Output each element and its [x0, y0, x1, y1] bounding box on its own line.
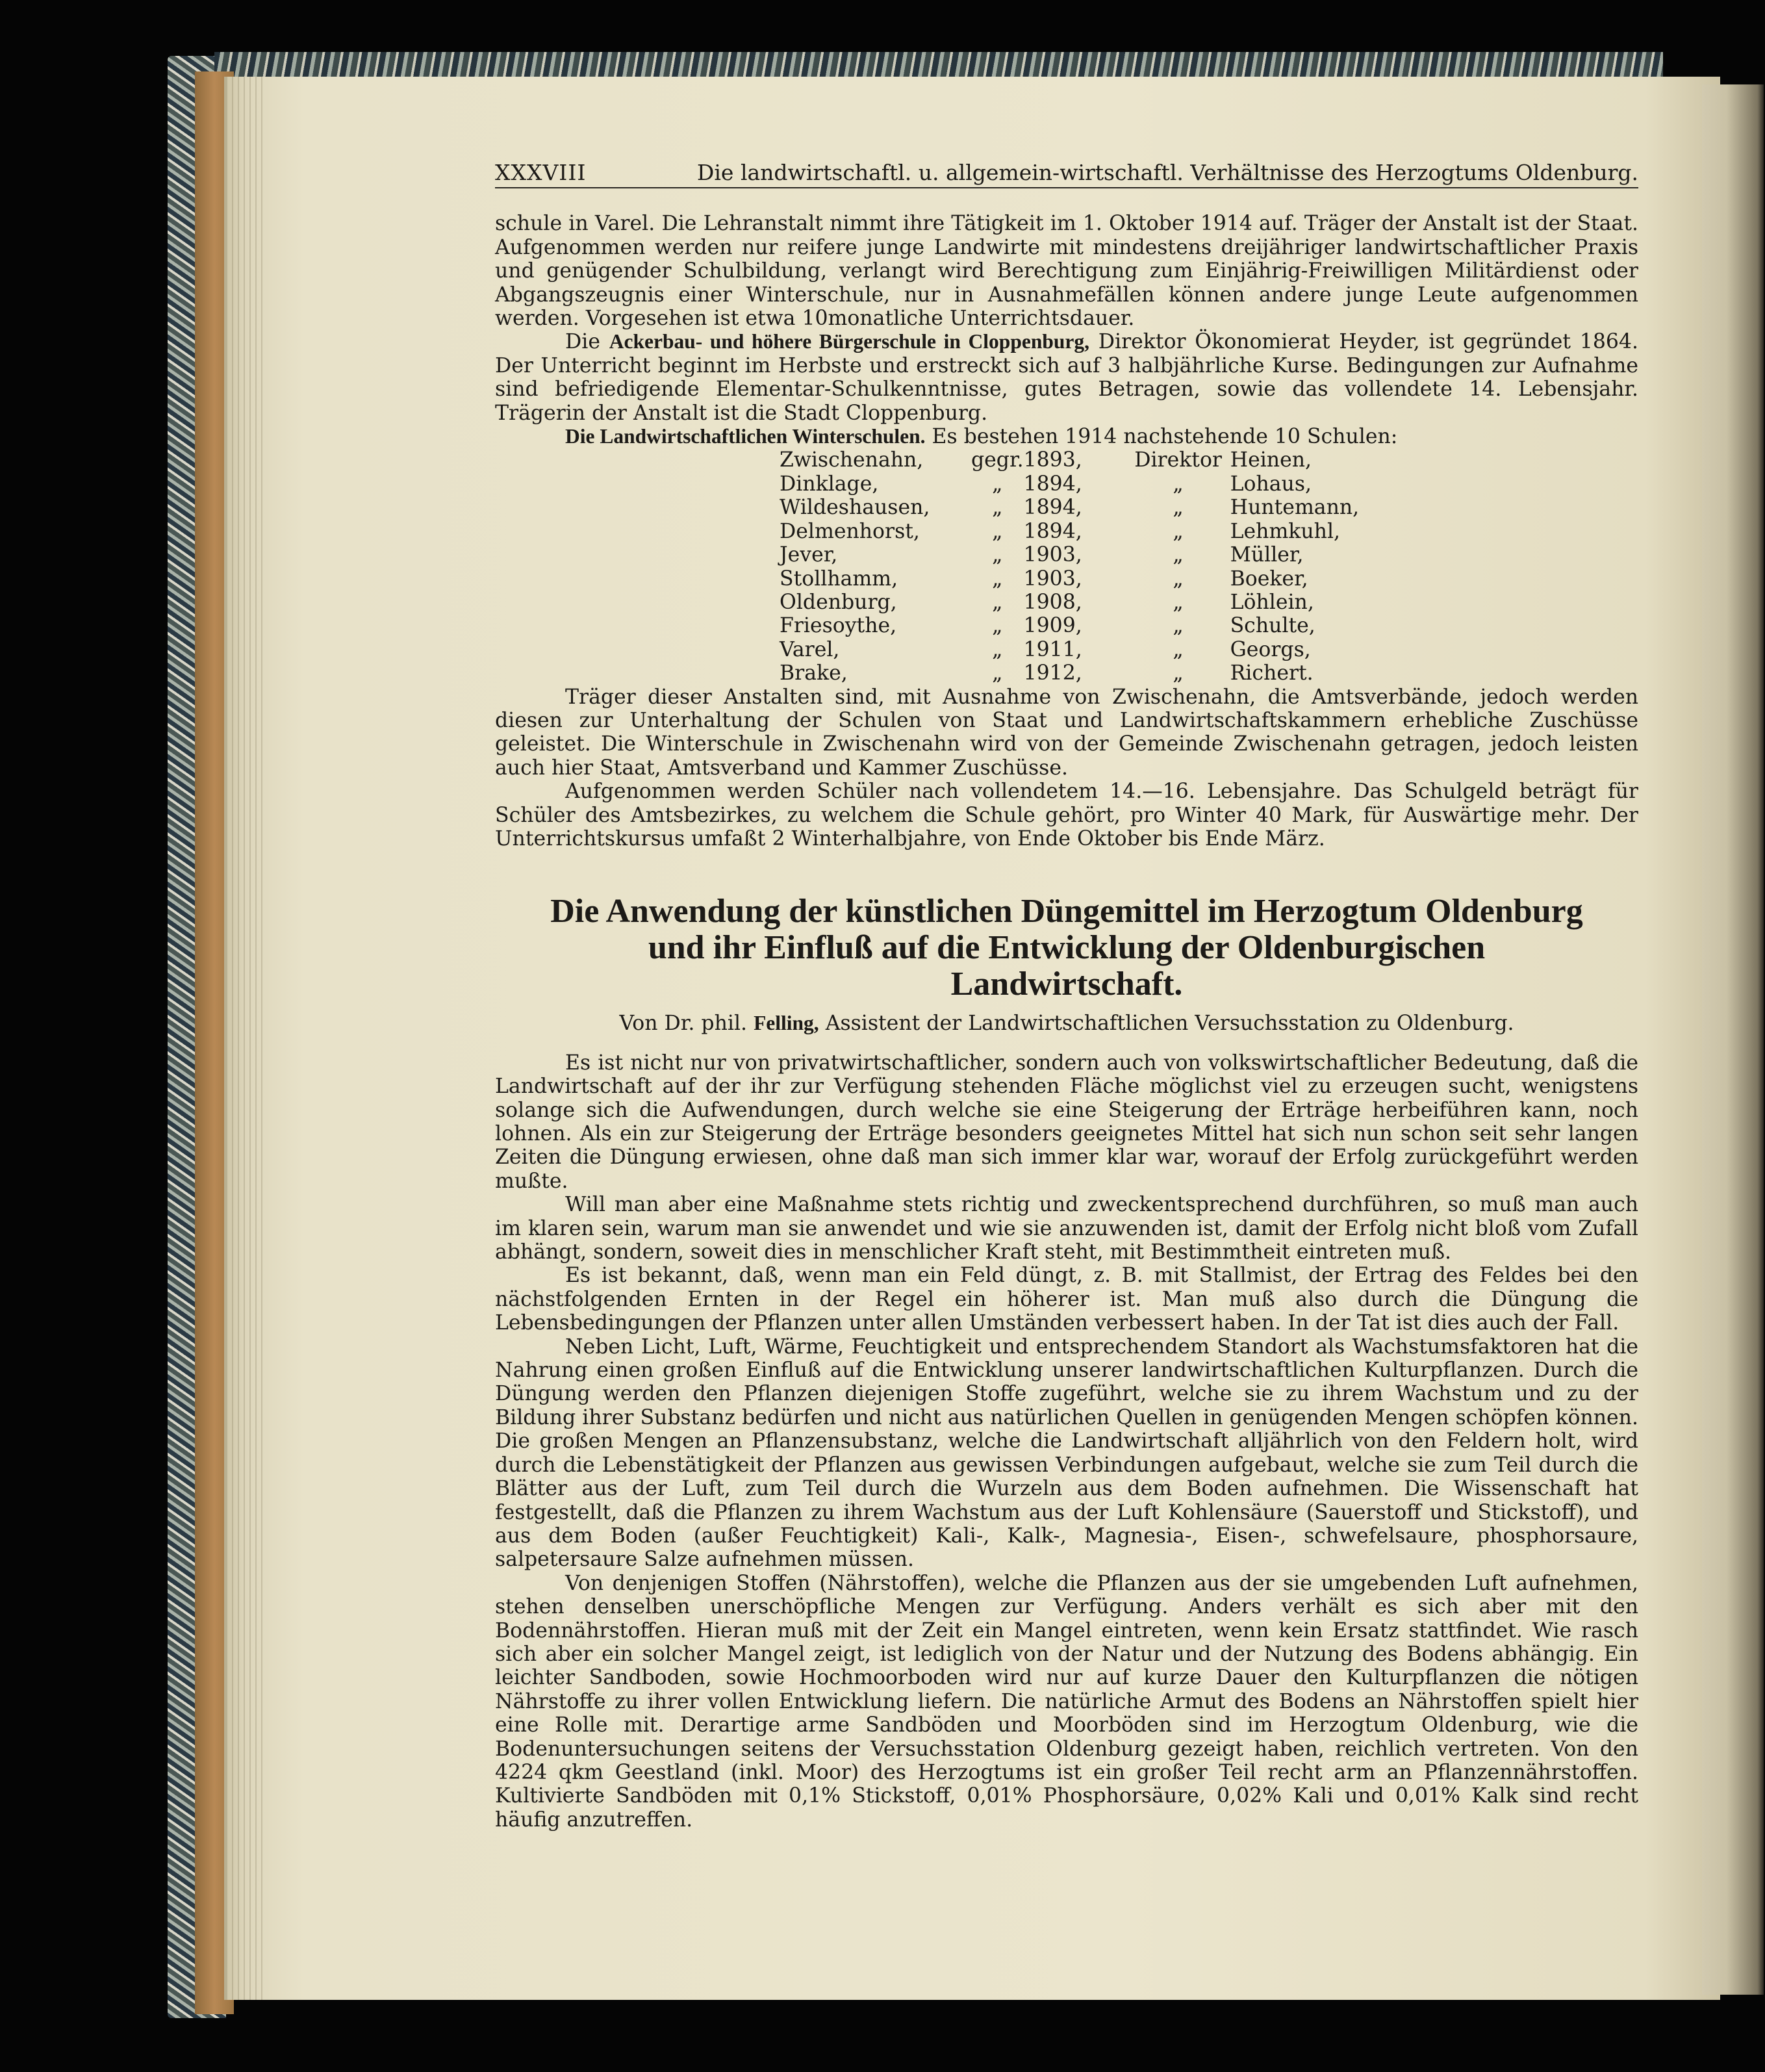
- para-bold-title: Ackerbau- und höhere Bürgerschule in Cloppenburg,: [609, 330, 1089, 353]
- school-title: Direktor: [1134, 448, 1222, 472]
- paragraph-traeger: Träger dieser Anstalten sind, mit Ausnahme von Zwischenahn, die Amtsverbände, jedoch werden diesen zur Unterhaltung der Schulen von Staat und Landwirtschaftskammern erhebliche Zuschüsse geleistet. Die Winterschule in Zwischenahn wird von der Gemeinde Zwischenahn getragen, jedoch leisten auch hier Staat, Amtsverband und Kammer Zuschüsse.: [495, 685, 1638, 780]
- author-affiliation: Assistent der Landwirtschaftlichen Versuchsstation zu Oldenburg.: [825, 1012, 1514, 1036]
- page-stack-right: [1702, 84, 1764, 1995]
- author-name: Felling,: [754, 1012, 819, 1035]
- school-name: Schulte,: [1230, 614, 1315, 638]
- school-mark: „: [992, 614, 1003, 638]
- school-place: Oldenburg,: [780, 590, 897, 614]
- article-title: [495, 893, 1638, 1003]
- school-place: Varel,: [780, 637, 840, 661]
- article-title-line: Landwirtschaft.: [950, 966, 1183, 1003]
- article-paragraph: Will man aber eine Maßnahme stets richtig und zweckentsprechend durchführen, so muß man auch im klaren sein, warum man sie anwendet und wie sie anzuwenden ist, damit der Erfolg nicht bloß vom Zufall abhängt, sondern, soweit dies in menschlicher Kraft steht, mit Bestimmtheit eintreten muß.: [495, 1193, 1638, 1264]
- article-body: [495, 1051, 1638, 1832]
- school-year: 1909,: [1023, 614, 1082, 638]
- school-mark: „: [992, 543, 1003, 567]
- school-place: Delmenhorst,: [780, 519, 920, 543]
- school-row: [780, 448, 1359, 472]
- school-title: „: [1173, 661, 1184, 685]
- running-header: [495, 161, 1638, 188]
- school-row: [780, 638, 1359, 661]
- article-paragraph: Neben Licht, Luft, Wärme, Feuchtigkeit und entsprechendem Standort als Wachstumsfaktoren hat die Nahrung einen großen Einfluß auf die Entwicklung unserer landwirtschaftlichen Kulturpflanzen. Durch die Düngung werden den Pflanzen diejenigen Stoffe zugeführt, welche sie zu ihrem Wachstum und zu der Bildung ihrer Substanz bedürfen und nicht aus natürlichen Quellen in genügenden Mengen schöpfen können. Die großen Mengen an Pflanzensubstanz, welche die Landwirtschaft alljährlich von den Feldern holt, wird durch die Lebenstätigkeit der Pflanzen aus gewissen Verbindungen aufgebaut, welche sie zum Teil durch die Blätter aus der Luft, zum Teil durch die Wurzeln aus dem Boden aufnehmen. Die Wissenschaft hat festgestellt, daß die Pflanzen zu ihrem Wachstum aus der Luft Kohlensäure (Sauerstoff und Stickstoff), und aus dem Boden (außer Feuchtigkeit) Kali-, Kalk-, Magnesia-, Eisen-, schwefelsaure, phosphorsaure, salpetersaure Salze aufnehmen müssen.: [495, 1335, 1638, 1572]
- school-place: Friesoythe,: [780, 614, 897, 638]
- school-mark: „: [992, 637, 1003, 661]
- school-year: 1894,: [1023, 496, 1082, 520]
- school-year: 1893,: [1023, 448, 1082, 472]
- paragraph-cloppenburg: [495, 330, 1638, 425]
- school-title: „: [1173, 519, 1184, 543]
- article-paragraph: Es ist bekannt, daß, wenn man ein Feld düngt, z. B. mit Stallmist, der Ertrag des Feldes bei den nächstfolgenden Ernten in der Regel ein höherer ist. Man muß also durch die Düngung die Lebensbedingungen der Pflanzen unter allen Umständen verbessert haben. In der Tat ist dies auch der Fall.: [495, 1264, 1638, 1335]
- author-prefix: Von Dr. phil.: [619, 1012, 748, 1036]
- school-title: „: [1173, 614, 1184, 638]
- school-place: Brake,: [780, 661, 848, 685]
- school-title: „: [1173, 543, 1184, 567]
- paragraph-aufnahme: Aufgenommen werden Schüler nach vollendetem 14.—16. Lebensjahre. Das Schulgeld beträgt für Schüler des Amtsbezirkes, zu welchem die Schule gehört, pro Winter 40 Mark, für Auswärtige mehr. Der Unterrichtskursus umfaßt 2 Winterhalbjahre, von Ende Oktober bis Ende März.: [495, 780, 1638, 851]
- school-row: [780, 520, 1359, 543]
- school-name: Richert.: [1230, 661, 1314, 685]
- para-rest: Es bestehen 1914 nachstehende 10 Schulen:: [932, 425, 1398, 449]
- school-name: Lehmkuhl,: [1230, 519, 1341, 543]
- page-number: XXXVIII: [495, 160, 587, 185]
- school-mark: „: [992, 661, 1003, 685]
- article-paragraph: Von denjenigen Stoffen (Nährstoffen), welche die Pflanzen aus der sie umgebenden Luft aufnehmen, stehen denselben unerschöpfliche Mengen zur Verfügung. Anders verhält es sich aber mit den Bodennährstoffen. Hieran muß mit der Zeit ein Mangel eintreten, wenn kein Ersatz stattfindet. Wie rasch sich aber ein solcher Mangel zeigt, ist lediglich von der Natur und der Nutzung des Bodens abhängig. Ein leichter Sandboden, sowie Hochmoorboden wird nur auf kurze Dauer den Kulturpflanzen die nötigen Nährstoffe zu ihrer vollen Entwicklung liefern. Die natürliche Armut des Bodens an Nährstoffen spielt hier eine Rolle mit. Derartige arme Sandböden und Moorböden sind im Herzogtum Oldenburg, wie die Bodenuntersuchungen seitens der Versuchsstation Oldenburg gezeigt haben, reichlich vertreten. Von den 4224 qkm Geestland (inkl. Moor) des Herzogtums ist ein großer Teil recht arm an Pflanzennährstoffen. Kultivierte Sandböden mit 0,1% Stickstoff, 0,01% Phosphorsäure, 0,02% Kali und 0,01% Kalk sind recht häufig anzutreffen.: [495, 1571, 1638, 1832]
- school-title: „: [1173, 637, 1184, 661]
- school-name: Heinen,: [1230, 448, 1312, 472]
- school-title: „: [1173, 472, 1184, 496]
- school-year: 1903,: [1023, 543, 1082, 567]
- school-row: [780, 567, 1359, 591]
- school-title: „: [1173, 496, 1184, 520]
- school-year: 1894,: [1023, 472, 1082, 496]
- school-mark: „: [992, 519, 1003, 543]
- para-rest: Direktor Ökonomierat Heyder, ist gegründet 1864. Der Unterricht beginnt im Herbste und erstreckt sich auf 3 halbjährliche Kurse. Bedingungen zur Aufnahme sind befriedigende Elementar-Schulkenntnisse, gutes Betragen, sowie das vollendete 14. Lebensjahr. Trägerin der Anstalt ist die Stadt Cloppenburg.: [495, 330, 1639, 425]
- school-place: Wildeshausen,: [780, 496, 930, 520]
- school-name: Müller,: [1230, 543, 1304, 567]
- school-row: [780, 614, 1359, 637]
- school-mark: „: [992, 590, 1003, 614]
- article-title-line: Die Anwendung der künstlichen Düngemittel im Herzogtum Oldenburg: [550, 893, 1583, 930]
- school-year: 1908,: [1023, 590, 1082, 614]
- school-row: [780, 591, 1359, 614]
- school-name: Lohaus,: [1230, 472, 1312, 496]
- school-mark: gegr.: [971, 448, 1024, 472]
- school-title: „: [1173, 590, 1184, 614]
- para-lead: Die: [565, 330, 600, 354]
- school-row: [780, 496, 1359, 519]
- article-title-line: und ihr Einfluß auf die Entwicklung der Oldenburgischen: [648, 929, 1486, 967]
- school-place: Zwischenahn,: [780, 448, 924, 472]
- schools-table: [780, 448, 1359, 685]
- paragraph-winterschulen: [495, 425, 1638, 448]
- article-paragraph: Es ist nicht nur von privatwirtschaftlicher, sondern auch von volkswirtschaftlicher Bedeutung, daß die Landwirtschaft auf der ihr zur Verfügung stehenden Fläche möglichst viel zu erzeugen sucht, wenigstens solange sich die Aufwendungen, durch welche sie eine Steigerung der Erträge herbeiführen kann, noch lohnen. Als ein zur Steigerung der Erträge besonders geeignetes Mittel hat sich nun schon seit sehr langen Zeiten die Düngung erwiesen, ohne daß man sich immer klar war, worauf der Erfolg zurückgeführt werden mußte.: [495, 1051, 1638, 1193]
- school-year: 1911,: [1023, 637, 1082, 661]
- school-mark: „: [992, 567, 1003, 591]
- section-bold-title: Die Landwirtschaftlichen Winterschulen.: [565, 425, 926, 448]
- school-year: 1903,: [1023, 567, 1082, 591]
- school-name: Georgs,: [1230, 637, 1311, 661]
- school-row: [780, 543, 1359, 567]
- school-title: „: [1173, 567, 1184, 591]
- school-row: [780, 472, 1359, 496]
- school-name: Boeker,: [1230, 567, 1308, 591]
- school-mark: „: [992, 496, 1003, 520]
- page-content: [495, 161, 1638, 1832]
- article-author-line: [495, 1012, 1638, 1035]
- paragraph-varel-school: schule in Varel. Die Lehranstalt nimmt ihre Tätigkeit im 1. Oktober 1914 auf. Träger der Anstalt ist der Staat. Aufgenommen werden nur reifere junge Landwirte mit mindestens dreijähriger landwirtschaftlicher Praxis und genügender Schulbildung, verlangt wird Berechtigung zum Einjährig-Freiwilligen Militärdienst oder Abgangszeugnis einer Winterschule, nur in Ausnahmefällen können andere junge Leute aufgenommen werden. Vorgesehen ist etwa 10monatliche Unterrichtsdauer.: [495, 212, 1638, 331]
- school-mark: „: [992, 472, 1003, 496]
- school-name: Huntemann,: [1230, 496, 1360, 520]
- school-row: [780, 661, 1359, 685]
- school-name: Löhlein,: [1230, 590, 1314, 614]
- running-title: Die landwirtschaftl. u. allgemein-wirtschaftl. Verhältnisse des Herzogtums Oldenburg.: [696, 160, 1638, 185]
- school-year: 1894,: [1023, 519, 1082, 543]
- school-place: Dinklage,: [780, 472, 879, 496]
- school-place: Stollhamm,: [780, 567, 898, 591]
- school-place: Jever,: [780, 543, 838, 567]
- school-year: 1912,: [1023, 661, 1082, 685]
